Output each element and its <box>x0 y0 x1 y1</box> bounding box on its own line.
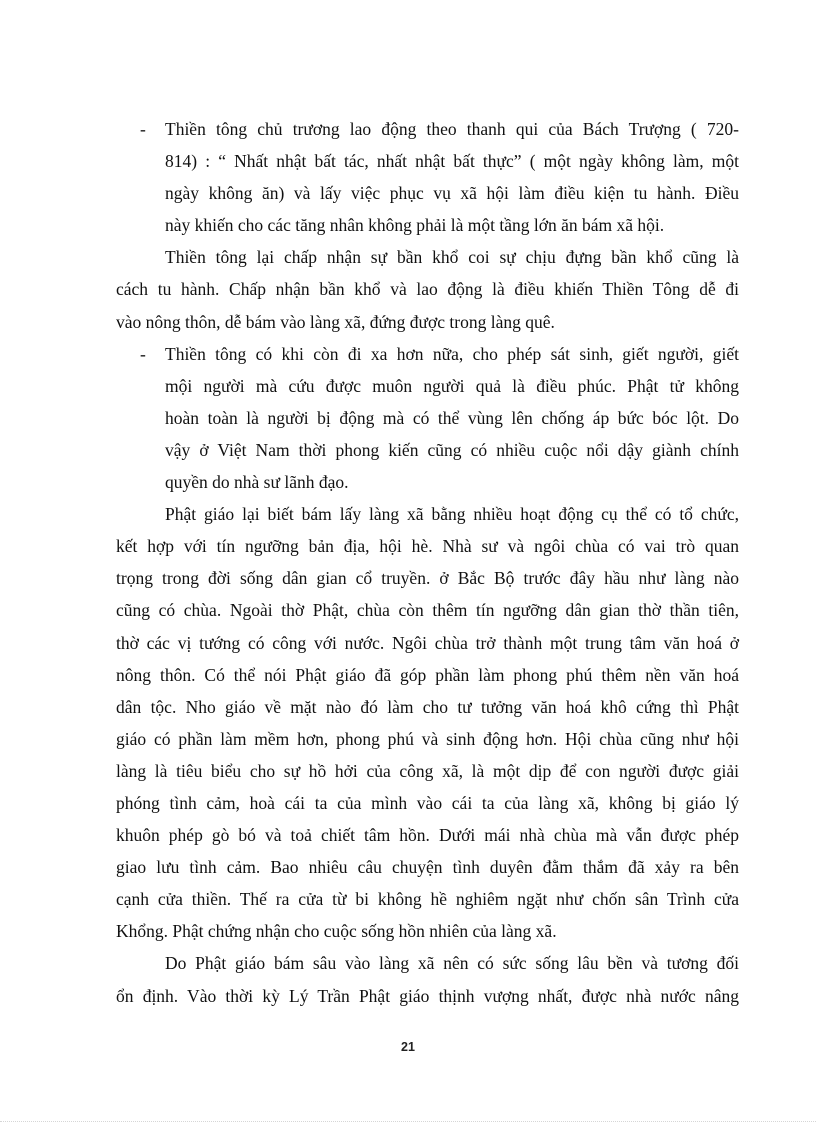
text-line: Thiền tông chủ trương lao động theo thanh qui của Bách Trượng ( 720- <box>165 119 739 139</box>
bullet-dash: - <box>140 343 146 364</box>
text-line: vào nông thôn, dễ bám vào làng xã, đứng được trong làng quê. <box>116 311 555 332</box>
text-line: Khổng. Phật chứng nhận cho cuộc sống hồn nhiên của làng xã. <box>116 921 557 942</box>
text-line: dân tộc. Nho giáo về mặt nào đó làm cho tư tưởng văn hoá khô cứng thì Phật <box>116 696 739 717</box>
text-line: trọng trong đời sống dân gian cổ truyền. ở Bắc Bộ trước đây hầu như làng nào <box>116 568 739 589</box>
text-line: Do Phật giáo bám sâu vào làng xã nên có sức sống lâu bền và tương đối <box>165 953 739 974</box>
text-line: giáo có phần làm mềm hơn, phong phú và sinh động hơn. Hội chùa cũng như hội <box>116 728 739 749</box>
paragraph-3 <box>116 947 739 1011</box>
text-line: cạnh cửa thiền. Thế ra cửa từ bi không hề nghiêm ngặt như chốn sân Trình cửa <box>116 889 739 910</box>
bullet-item-2 <box>116 338 739 498</box>
paragraph-1 <box>116 241 739 337</box>
text-line: cách tu hành. Chấp nhận bần khổ và lao động là điều khiến Thiền Tông dễ đi <box>116 279 739 300</box>
text-line: phóng tình cảm, hoà cái ta của mình vào cái ta của làng xã, không bị giáo lý <box>116 792 739 813</box>
paragraph-2 <box>116 498 739 947</box>
text-line: Phật giáo lại biết bám lấy làng xã bằng nhiều hoạt động cụ thể có tổ chức, <box>165 504 739 525</box>
text-line: 814) : “ Nhất nhật bất tác, nhất nhật bất thực” ( một ngày không làm, một <box>165 151 739 172</box>
text-line: kết hợp với tín ngưỡng bản địa, hội hè. Nhà sư và ngôi chùa có vai trò quan <box>116 536 739 557</box>
text-line: cũng có chùa. Ngoài thờ Phật, chùa còn thêm tín ngưỡng dân gian thờ thần tiên, <box>116 600 739 621</box>
page-number: 21 <box>401 1040 415 1054</box>
text-line: giao lưu tình cảm. Bao nhiêu câu chuyện tình duyên đằm thắm đã xảy ra bên <box>116 857 739 878</box>
text-line: thờ các vị tướng có công với nước. Ngôi chùa trở thành một trung tâm văn hoá ở <box>116 632 739 653</box>
text-line: mội người mà cứu được muôn người quả là điều phúc. Phật tử không <box>165 375 739 396</box>
text-line: hoàn toàn là người bị động mà có thể vùng lên chống áp bức bóc lột. Do <box>165 407 739 428</box>
text-line: này khiến cho các tăng nhân không phải là một tầng lớn ăn bám xã hội. <box>165 215 665 236</box>
text-line: ổn định. Vào thời kỳ Lý Trần Phật giáo thịnh vượng nhất, được nhà nước nâng <box>116 985 739 1006</box>
bullet-dash: - <box>140 119 146 139</box>
text-line: khuôn phép gò bó và toả chiết tâm hồn. Dưới mái nhà chùa mà vẫn được phép <box>116 825 739 846</box>
text-line: vậy ở Việt Nam thời phong kiến cũng có nhiều cuộc nổi dậy giành chính <box>165 439 739 460</box>
text-line: quyền do nhà sư lãnh đạo. <box>165 472 349 493</box>
text-line: làng là tiêu biểu cho sự hồ hởi của công xã, là một dịp để con người được giải <box>116 760 739 781</box>
text-line: ngày không ăn) và lấy việc phục vụ xã hội làm điều kiện tu hành. Điều <box>165 183 739 204</box>
body-text <box>116 113 739 1012</box>
text-line: nông thôn. Có thể nói Phật giáo đã góp phần làm phong phú thêm nền văn hoá <box>116 664 739 685</box>
page-bottom-border <box>0 1121 816 1122</box>
text-line: Thiền tông có khi còn đi xa hơn nữa, cho phép sát sinh, giết người, giết <box>165 343 739 364</box>
bullet-item-1 <box>116 113 739 241</box>
text-line: Thiền tông lại chấp nhận sự bần khổ coi sự chịu đựng bần khổ cũng là <box>165 247 739 268</box>
